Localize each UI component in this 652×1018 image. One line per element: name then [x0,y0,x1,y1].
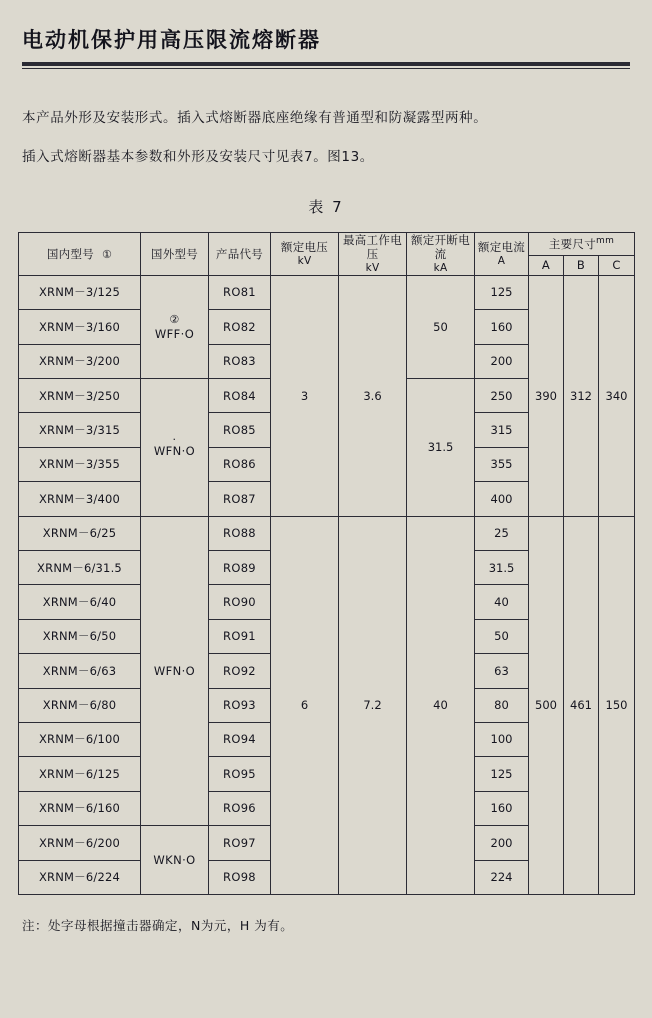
cell-model: XRNM－3/400 [19,482,141,516]
header-main-dimensions-unit: mm [596,236,615,247]
cell-model: XRNM－3/315 [19,413,141,447]
header-main-dimensions [529,233,635,256]
cell-max-voltage-72: 7.2 [339,516,407,894]
header-rated-current [475,233,529,276]
cell-product-code: RO98 [209,860,271,894]
header-product-code: 产品代号 [209,233,271,276]
cell-model: XRNM－3/160 [19,310,141,344]
paragraph-2: 插入式熔断器基本参数和外形及安装尺寸见表7。图13。 [22,149,374,165]
header-max-working-voltage-unit: kV [365,261,380,274]
cell-model: XRNM－6/80 [19,688,141,722]
cell-foreign-model-group-2 [141,379,209,517]
cell-rated-current: 400 [475,482,529,516]
cell-rated-current: 25 [475,516,529,550]
cell-product-code: RO87 [209,482,271,516]
header-dim-a: A [529,255,564,275]
cell-model: XRNM－3/250 [19,379,141,413]
header-rated-breaking-current-label: 额定开断电流 [411,233,470,262]
cell-product-code: RO91 [209,619,271,653]
cell-product-code: RO95 [209,757,271,791]
header-max-working-voltage [339,233,407,276]
table-note: 注：处字母根据撞击器确定，N为元，H 为有。 [22,918,294,933]
cell-rated-current: 31.5 [475,551,529,585]
header-rated-voltage [271,233,339,276]
cell-rated-current: 63 [475,654,529,688]
cell-rated-current: 200 [475,344,529,378]
cell-model: XRNM－6/25 [19,516,141,550]
cell-rated-current: 250 [475,379,529,413]
cell-model: XRNM－6/224 [19,860,141,894]
cell-product-code: RO84 [209,379,271,413]
cell-product-code: RO92 [209,654,271,688]
cell-model: XRNM－3/125 [19,275,141,309]
cell-breaking-40: 40 [407,516,475,894]
cell-breaking-315: 31.5 [407,379,475,517]
cell-rated-voltage-3: 3 [271,275,339,516]
cell-product-code: RO82 [209,310,271,344]
cell-model: XRNM－6/200 [19,826,141,860]
cell-breaking-50: 50 [407,275,475,378]
title-block [22,28,630,69]
cell-model: XRNM－6/40 [19,585,141,619]
cell-dim-a-bottom: 500 [529,516,564,894]
cell-model: XRNM－6/63 [19,654,141,688]
cell-rated-current: 125 [475,757,529,791]
foreign-group-1-label: WFF·O [154,326,195,341]
page-title: 电动机保护用高压限流熔断器 [22,28,321,52]
cell-product-code: RO96 [209,791,271,825]
cell-rated-current: 50 [475,619,529,653]
cell-product-code: RO88 [209,516,271,550]
spec-table [18,232,635,895]
paragraph-1: 本产品外形及安装形式。插入式熔断器底座绝缘有普通型和防凝露型两种。 [22,110,488,126]
header-rated-breaking-current [407,233,475,276]
header-domestic-model-mark: ① [101,247,113,261]
cell-rated-current: 224 [475,860,529,894]
cell-model: XRNM－6/31.5 [19,551,141,585]
header-dim-b: B [564,255,599,275]
table-header-row-1 [19,233,635,256]
cell-rated-voltage-6: 6 [271,516,339,894]
cell-foreign-model-group-3: WFN·O [141,516,209,826]
header-rated-voltage-unit: kV [297,254,312,267]
cell-model: XRNM－6/160 [19,791,141,825]
cell-rated-current: 160 [475,791,529,825]
table-row [19,516,635,550]
cell-model: XRNM－6/100 [19,722,141,756]
cell-rated-current: 80 [475,688,529,722]
header-rated-current-unit: A [497,254,506,267]
title-rule-thick [22,62,630,66]
header-foreign-model: 国外型号 [141,233,209,276]
header-rated-breaking-current-unit: kA [433,261,448,274]
header-domestic-model-label: 国内型号 [46,246,95,261]
cell-foreign-model-group-1 [141,275,209,378]
cell-rated-current: 355 [475,447,529,481]
cell-rated-current: 100 [475,722,529,756]
spec-table-wrapper [18,232,634,895]
cell-dim-c-top: 340 [599,275,635,516]
cell-product-code: RO83 [209,344,271,378]
cell-product-code: RO81 [209,275,271,309]
table-caption: 表 7 [308,198,344,216]
cell-foreign-model-group-4: WKN·O [141,826,209,895]
cell-model: XRNM－3/200 [19,344,141,378]
header-domestic-model [19,233,141,276]
cell-product-code: RO93 [209,688,271,722]
header-rated-voltage-label: 额定电压 [280,240,329,255]
header-rated-current-label: 额定电流 [477,240,526,255]
cell-rated-current: 125 [475,275,529,309]
foreign-group-1-mark: ② [169,312,180,326]
header-main-dimensions-label: 主要尺寸 [548,236,597,251]
cell-dim-a-top: 390 [529,275,564,516]
foreign-group-2-label: WFN·O [153,444,196,459]
cell-product-code: RO94 [209,722,271,756]
foreign-group-2-dot: · [172,433,177,447]
cell-product-code: RO90 [209,585,271,619]
title-rule-thin [22,68,630,69]
cell-dim-b-bottom: 461 [564,516,599,894]
cell-model: XRNM－6/125 [19,757,141,791]
table-row [19,275,635,309]
header-max-working-voltage-label: 最高工作电压 [343,233,402,262]
cell-max-voltage-36: 3.6 [339,275,407,516]
cell-rated-current: 40 [475,585,529,619]
cell-dim-c-bottom: 150 [599,516,635,894]
header-dim-c: C [599,255,635,275]
cell-product-code: RO97 [209,826,271,860]
cell-rated-current: 160 [475,310,529,344]
cell-model: XRNM－3/355 [19,447,141,481]
cell-product-code: RO85 [209,413,271,447]
cell-product-code: RO89 [209,551,271,585]
cell-rated-current: 200 [475,826,529,860]
cell-model: XRNM－6/50 [19,619,141,653]
cell-rated-current: 315 [475,413,529,447]
cell-product-code: RO86 [209,447,271,481]
cell-dim-b-top: 312 [564,275,599,516]
